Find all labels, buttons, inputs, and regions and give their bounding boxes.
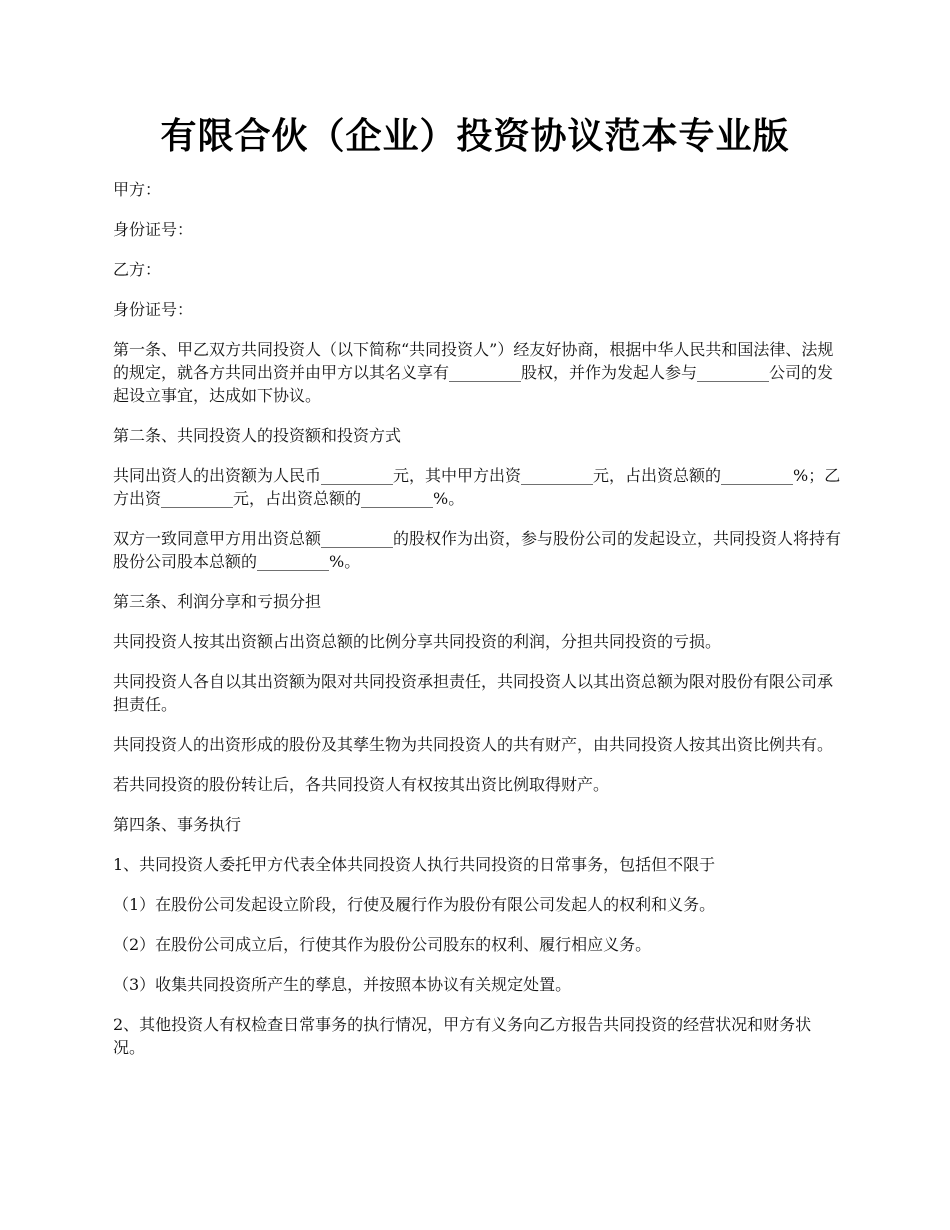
party-b-label: 乙方： (113, 260, 162, 279)
article-3-heading: 第三条、利润分享和亏损分担 (113, 592, 322, 611)
article-4-item-2: 2、其他投资人有权检查日常事务的执行情况，甲方有义务向乙方报告共同投资的经营状况和财务状况。 (113, 1015, 812, 1057)
article-3-paragraph-1: 共同投资人按其出资额占出资总额的比例分享共同投资的利润，分担共同投资的亏损。 (113, 632, 722, 651)
party-a-id-label: 身份证号： (113, 220, 194, 239)
article-1-paragraph: 第一条、甲乙双方共同投资人（以下简称“共同投资人”）经友好协商，根据中华人民共和国法律、法规的规定，就各方共同出资并由甲方以其名义享有_________股权，并作为发起人参与_________公司的发起设立事宜，达成如下协议。 (113, 340, 834, 405)
article-4-subitem-3: （3）收集共同投资所产生的孳息，并按照本协议有关规定处置。 (113, 975, 572, 994)
article-4-subitem-1: （1）在股份公司发起设立阶段，行使及履行作为股份有限公司发起人的权利和义务。 (113, 895, 716, 914)
article-4-item-1: 1、共同投资人委托甲方代表全体共同投资人执行共同投资的日常事务，包括但不限于 (113, 855, 716, 874)
article-4-heading: 第四条、事务执行 (113, 815, 242, 834)
party-b-id-label: 身份证号： (113, 300, 194, 319)
document-body (113, 178, 841, 1076)
party-a-label: 甲方： (113, 180, 162, 199)
article-4-subitem-2: （2）在股份公司成立后，行使其作为股份公司股东的权利、履行相应义务。 (113, 935, 652, 954)
article-2-paragraph-1: 共同出资人的出资额为人民币_________元，其中甲方出资_________元，占出资总额的_________%；乙方出资_________元，占出资总额的_________%。 (113, 466, 841, 508)
document-title: 有限合伙（企业）投资协议范本专业版 (160, 115, 790, 157)
article-3-paragraph-4: 若共同投资的股份转让后，各共同投资人有权按其出资比例取得财产。 (113, 775, 610, 794)
article-3-paragraph-2: 共同投资人各自以其出资额为限对共同投资承担责任，共同投资人以其出资总额为限对股份有限公司承担责任。 (113, 672, 834, 714)
article-3-paragraph-3: 共同投资人的出资形成的股份及其孳生物为共同投资人的共有财产，由共同投资人按其出资比例共有。 (113, 735, 834, 754)
article-2-heading: 第二条、共同投资人的投资额和投资方式 (113, 426, 402, 445)
article-2-paragraph-2: 双方一致同意甲方用出资总额_________的股权作为出资，参与股份公司的发起设立，共同投资人将持有股份公司股本总额的_________%。 (113, 529, 842, 571)
